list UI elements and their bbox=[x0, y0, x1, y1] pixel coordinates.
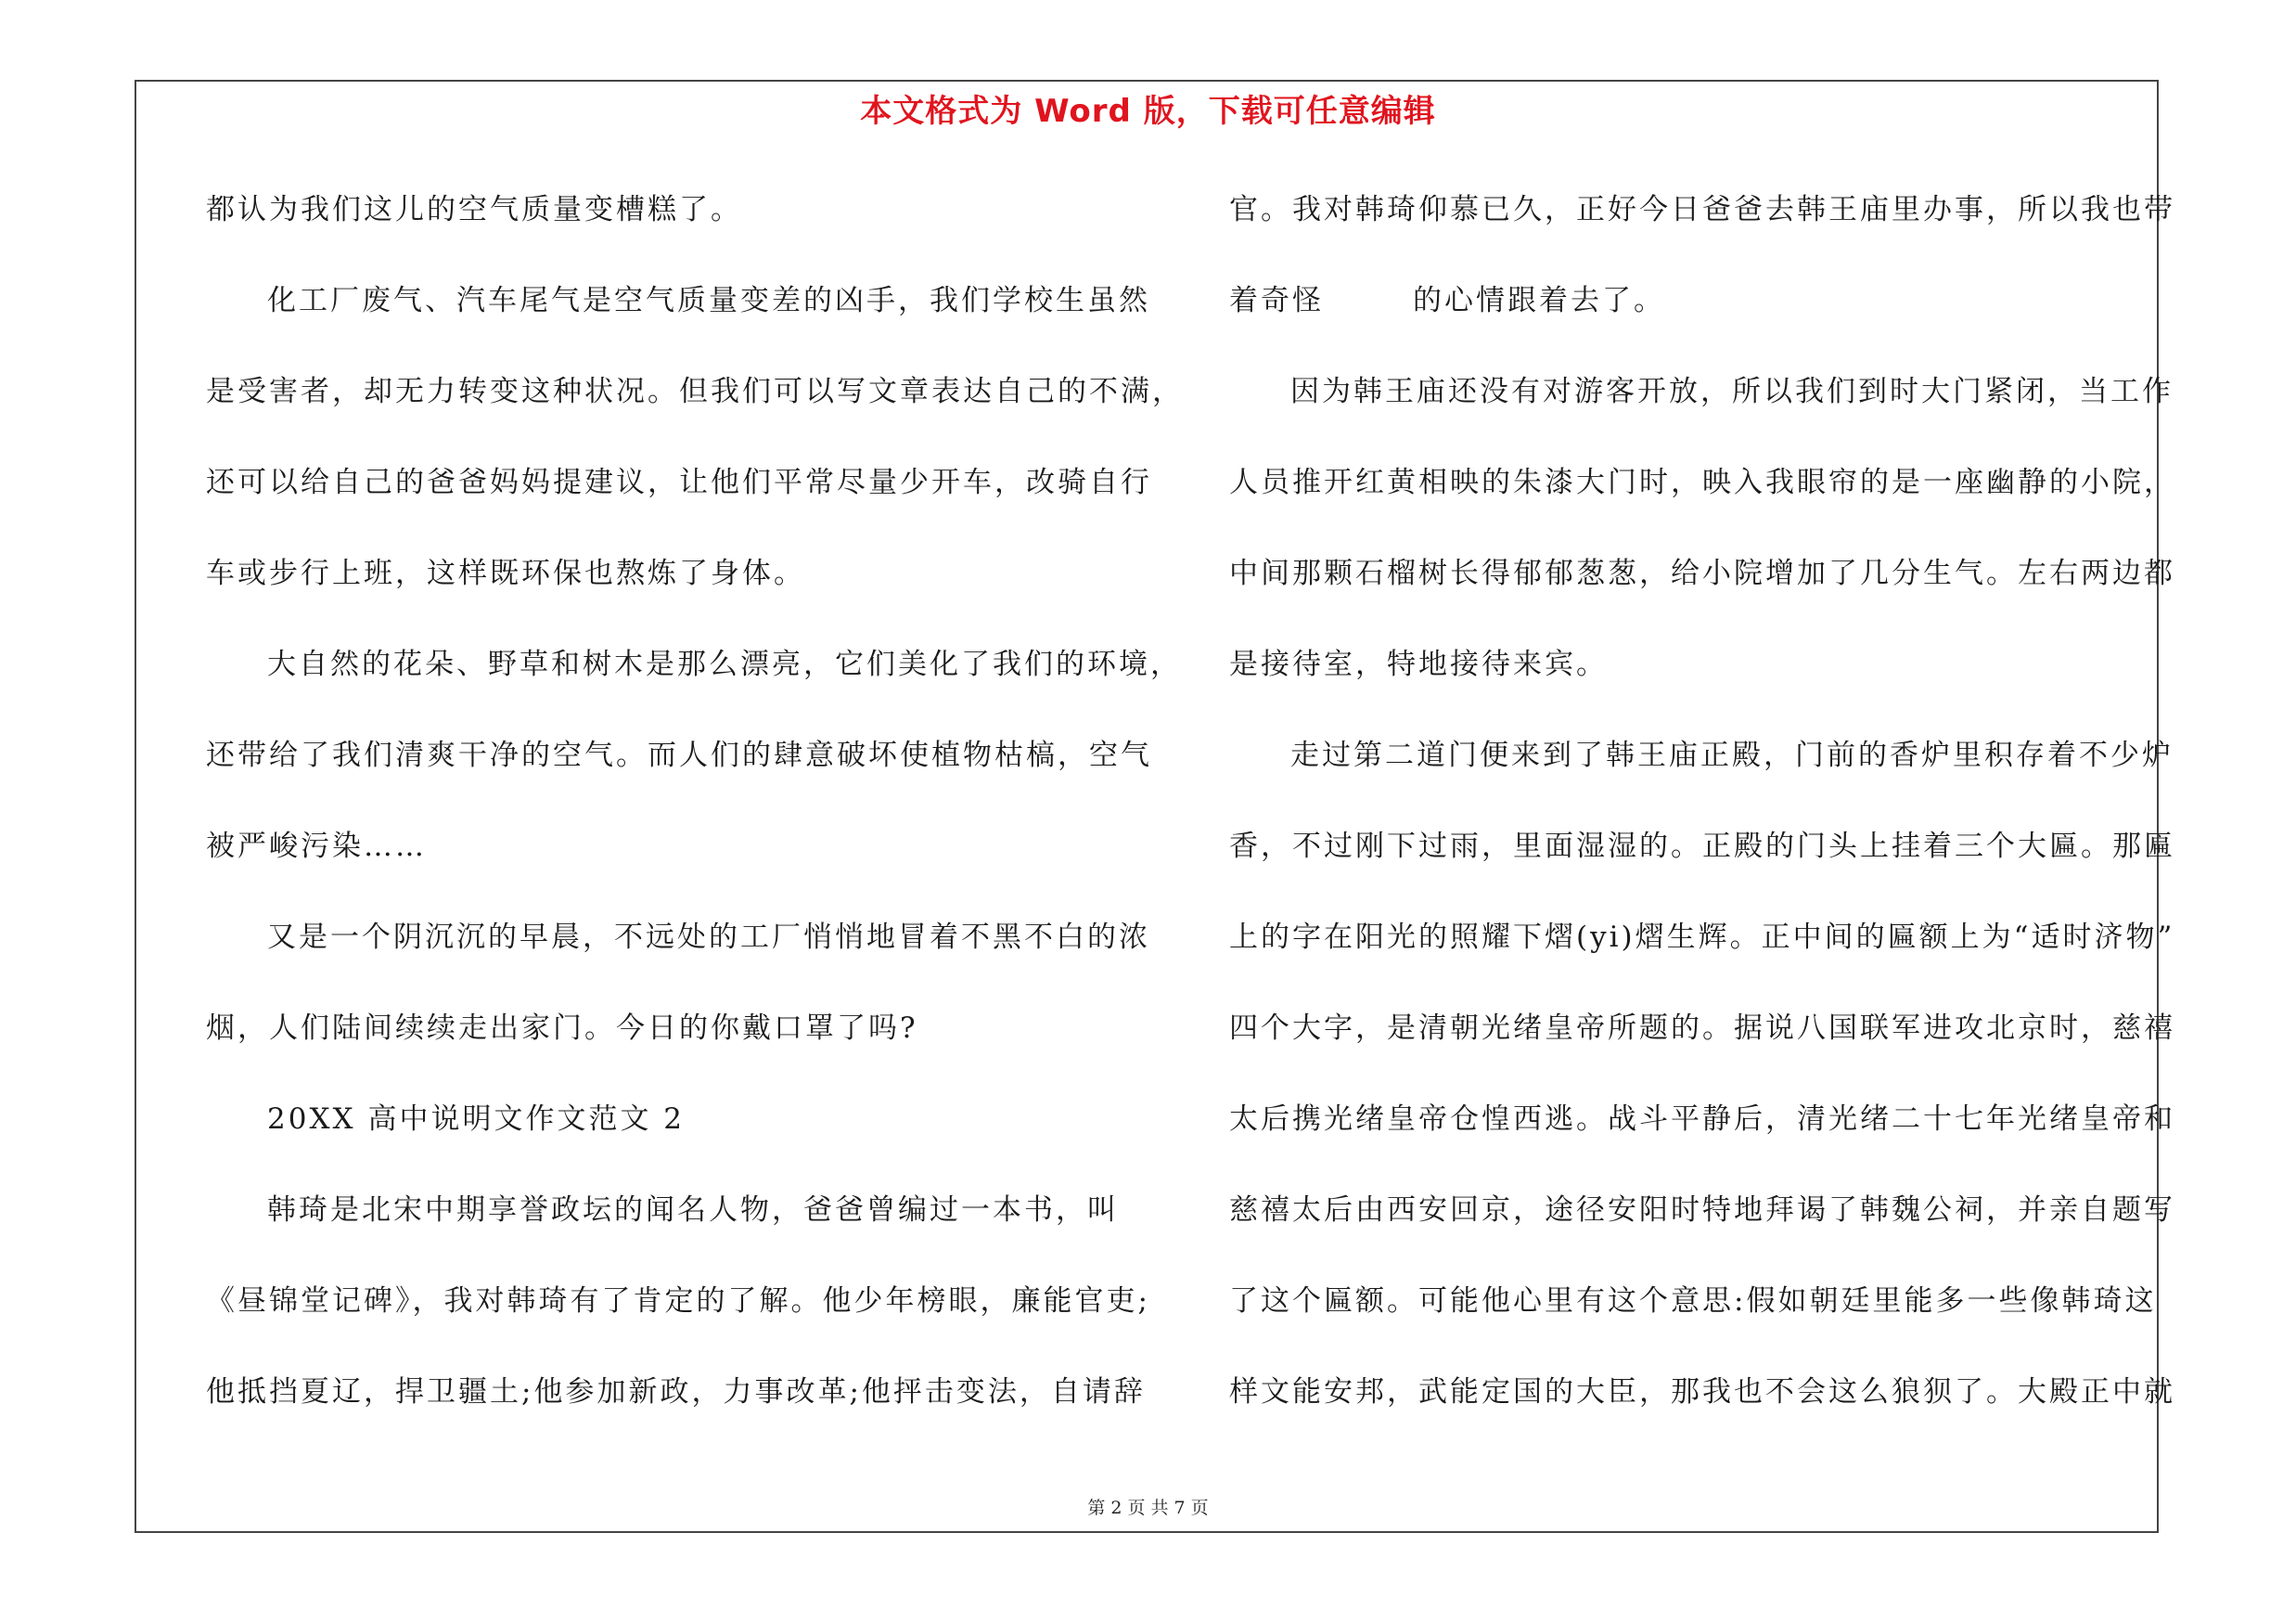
text-line: 四个大字，是清朝光绪皇帝所题的。据说八国联军进攻北京时，慈禧 bbox=[1229, 1011, 2175, 1045]
text-line: 太后携光绪皇帝仓惶西逃。战斗平静后，清光绪二十七年光绪皇帝和 bbox=[1229, 1102, 2175, 1136]
section-heading: 20XX 高中说明文作文范文 2 bbox=[267, 1102, 686, 1136]
text-line: 官。我对韩琦仰慕已久，正好今日爸爸去韩王庙里办事，所以我也带 bbox=[1229, 193, 2175, 226]
text-line: 他抵挡夏辽，捍卫疆土;他参加新政，力事改革;他抨击变法，自请辞 bbox=[206, 1375, 1146, 1409]
text-line: 了这个匾额。可能他心里有这个意思:假如朝廷里能多一些像韩琦这 bbox=[1229, 1284, 2157, 1318]
text-line: 又是一个阴沉沉的早晨，不远处的工厂悄悄地冒着不黑不白的浓 bbox=[267, 921, 1150, 954]
text-line: 样文能安邦，武能定国的大臣，那我也不会这么狼狈了。大殿正中就 bbox=[1229, 1375, 2175, 1409]
text-line: 是受害者，却无力转变这种状况。但我们可以写文章表达自己的不满， bbox=[206, 375, 1184, 408]
text-line: 慈禧太后由西安回京，途径安阳时特地拜谒了韩魏公祠，并亲自题写 bbox=[1229, 1193, 2175, 1227]
text-line: 中间那颗石榴树长得郁郁葱葱，给小院增加了几分生气。左右两边都 bbox=[1229, 557, 2175, 590]
text-line: 被严峻污染…… bbox=[206, 830, 427, 863]
text-line: 《昼锦堂记碑》，我对韩琦有了肯定的了解。他少年榜眼，廉能官吏; bbox=[206, 1284, 1150, 1318]
text-line bbox=[1229, 273, 2157, 364]
text-line: 上的字在阳光的照耀下熠(yi)熠生辉。正中间的匾额上为“适时济物” bbox=[1229, 921, 2175, 954]
text-line: 大自然的花朵、野草和树木是那么漂亮，它们美化了我们的环境， bbox=[267, 648, 1182, 681]
text-line: 人员推开红黄相映的朱漆大门时，映入我眼帘的是一座幽静的小院， bbox=[1229, 466, 2175, 499]
text-fragment: 着奇怪 bbox=[1229, 284, 1324, 317]
page-number: 第 2 页 共 7 页 bbox=[1087, 1498, 1209, 1518]
text-line: 都认为我们这儿的空气质量变槽糕了。 bbox=[206, 193, 742, 226]
left-text-column bbox=[206, 182, 1184, 1455]
text-line: 化工厂废气、汽车尾气是空气质量变差的凶手，我们学校生虽然 bbox=[267, 284, 1150, 317]
text-line: 走过第二道门便来到了韩王庙正殿，门前的香炉里积存着不少炉 bbox=[1290, 739, 2174, 772]
text-line: 还可以给自己的爸爸妈妈提建议，让他们平常尽量少开车，改骑自行 bbox=[206, 466, 1152, 499]
text-line: 是接待室，特地接待来宾。 bbox=[1229, 648, 1608, 681]
format-banner: 本文格式为 Word 版，下载可任意编辑 bbox=[860, 93, 1436, 130]
text-line: 烟，人们陆间续续走出家门。今日的你戴口罩了吗? bbox=[206, 1011, 918, 1045]
text-line: 韩琦是北宋中期享誉政坛的闻名人物，爸爸曾编过一本书，叫 bbox=[267, 1193, 1119, 1227]
text-fragment: 的心情跟着去了。 bbox=[1413, 284, 1665, 317]
text-line: 因为韩王庙还没有对游客开放，所以我们到时大门紧闭，当工作 bbox=[1290, 375, 2174, 408]
text-line: 车或步行上班，这样既环保也熬炼了身体。 bbox=[206, 557, 805, 590]
text-line: 还带给了我们清爽干净的空气。而人们的肆意破坏使植物枯槁，空气 bbox=[206, 739, 1152, 772]
text-line: 香，不过刚下过雨，里面湿湿的。正殿的门头上挂着三个大匾。那匾 bbox=[1229, 830, 2175, 863]
right-text-column bbox=[1229, 182, 2175, 1455]
